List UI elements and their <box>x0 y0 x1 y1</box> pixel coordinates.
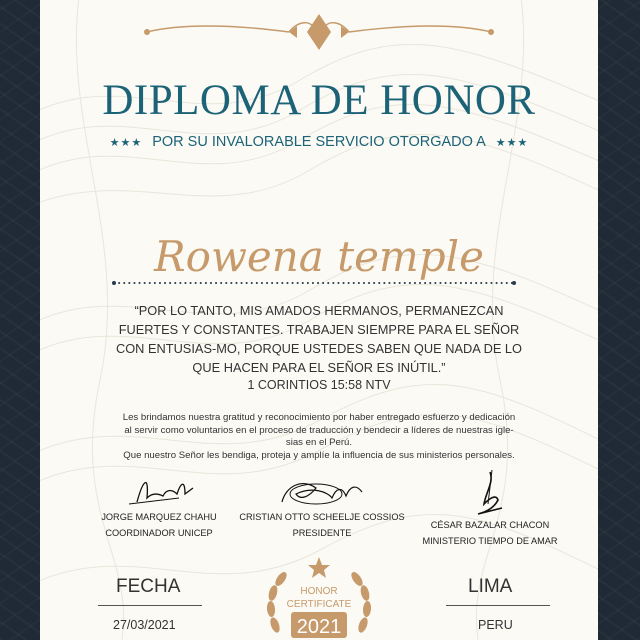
dotted-divider <box>112 281 516 285</box>
place-value: PERU <box>478 618 513 632</box>
signature-scribble-icon <box>272 468 372 512</box>
signature-block-ministry <box>410 468 570 546</box>
diploma-title: DIPLOMA DE HONOR <box>102 77 536 124</box>
badge-line2: CERTIFICATE <box>286 599 352 610</box>
subtitle-text: POR SU INVALORABLE SERVICIO OTORGADO A <box>152 134 486 150</box>
place-underline <box>446 605 550 606</box>
place-label: LIMA <box>468 576 513 597</box>
paragraph-line: sias en el Perú. <box>285 437 353 448</box>
signature-block-coordinator <box>94 468 224 538</box>
subtitle-row <box>40 134 598 150</box>
signer-name: JORGE MARQUEZ CHAHU <box>101 512 217 522</box>
verse-reference: 1 CORINTIOS 15:58 NTV <box>247 378 391 392</box>
paragraph-line: al servir como voluntarios en el proceso de traducción y bendecir a líderes de nuestras igle- <box>124 424 514 436</box>
signature-scribble-icon <box>119 468 199 512</box>
paragraph-line: Que nuestro Señor les bendiga, proteja y amplíe la influencia de sus ministerios personales. <box>123 449 515 461</box>
date-label: FECHA <box>116 576 181 597</box>
signer-role: PRESIDENTE <box>292 528 352 538</box>
badge-year: 2021 <box>296 616 342 638</box>
diploma-paper <box>40 0 598 640</box>
signer-name: CRISTIAN OTTO SCHEELJE COSSIOS <box>239 512 405 522</box>
date-value: 27/03/2021 <box>113 618 176 632</box>
paragraph-line: Les brindamos nuestra gratitud y reconocimiento por haber entregado esfuerzo y dedicación <box>122 412 516 423</box>
signer-role: COORDINADOR UNICEP <box>105 528 213 538</box>
stars-right-icon: ★★★ <box>495 136 529 149</box>
top-ornament <box>139 10 499 54</box>
signature-scribble-icon <box>450 468 530 520</box>
signer-role: MINISTERIO TIEMPO DE AMAR <box>422 536 558 546</box>
signer-name: CÉSAR BAZALAR CHACON <box>430 520 550 530</box>
recipient-name: Rowena temple <box>154 232 484 281</box>
badge-line1: HONOR <box>300 586 338 597</box>
gratitude-paragraph <box>98 412 540 462</box>
date-underline <box>98 605 202 606</box>
signature-block-president <box>239 468 405 538</box>
stars-left-icon: ★★★ <box>109 136 143 149</box>
bible-quote: “POR LO TANTO, MIS AMADOS HERMANOS, PERMANEZCAN FUERTES Y CONSTANTES. TRABAJEN SIEMPRE PARA EL SEÑOR CON ENTUSIAS-MO, PORQUE USTEDES SABEN QUE NADA DE LO QUE HACEN PARA EL SEÑOR ES INÚTIL.” <box>115 303 523 375</box>
honor-certificate-badge <box>259 555 379 640</box>
